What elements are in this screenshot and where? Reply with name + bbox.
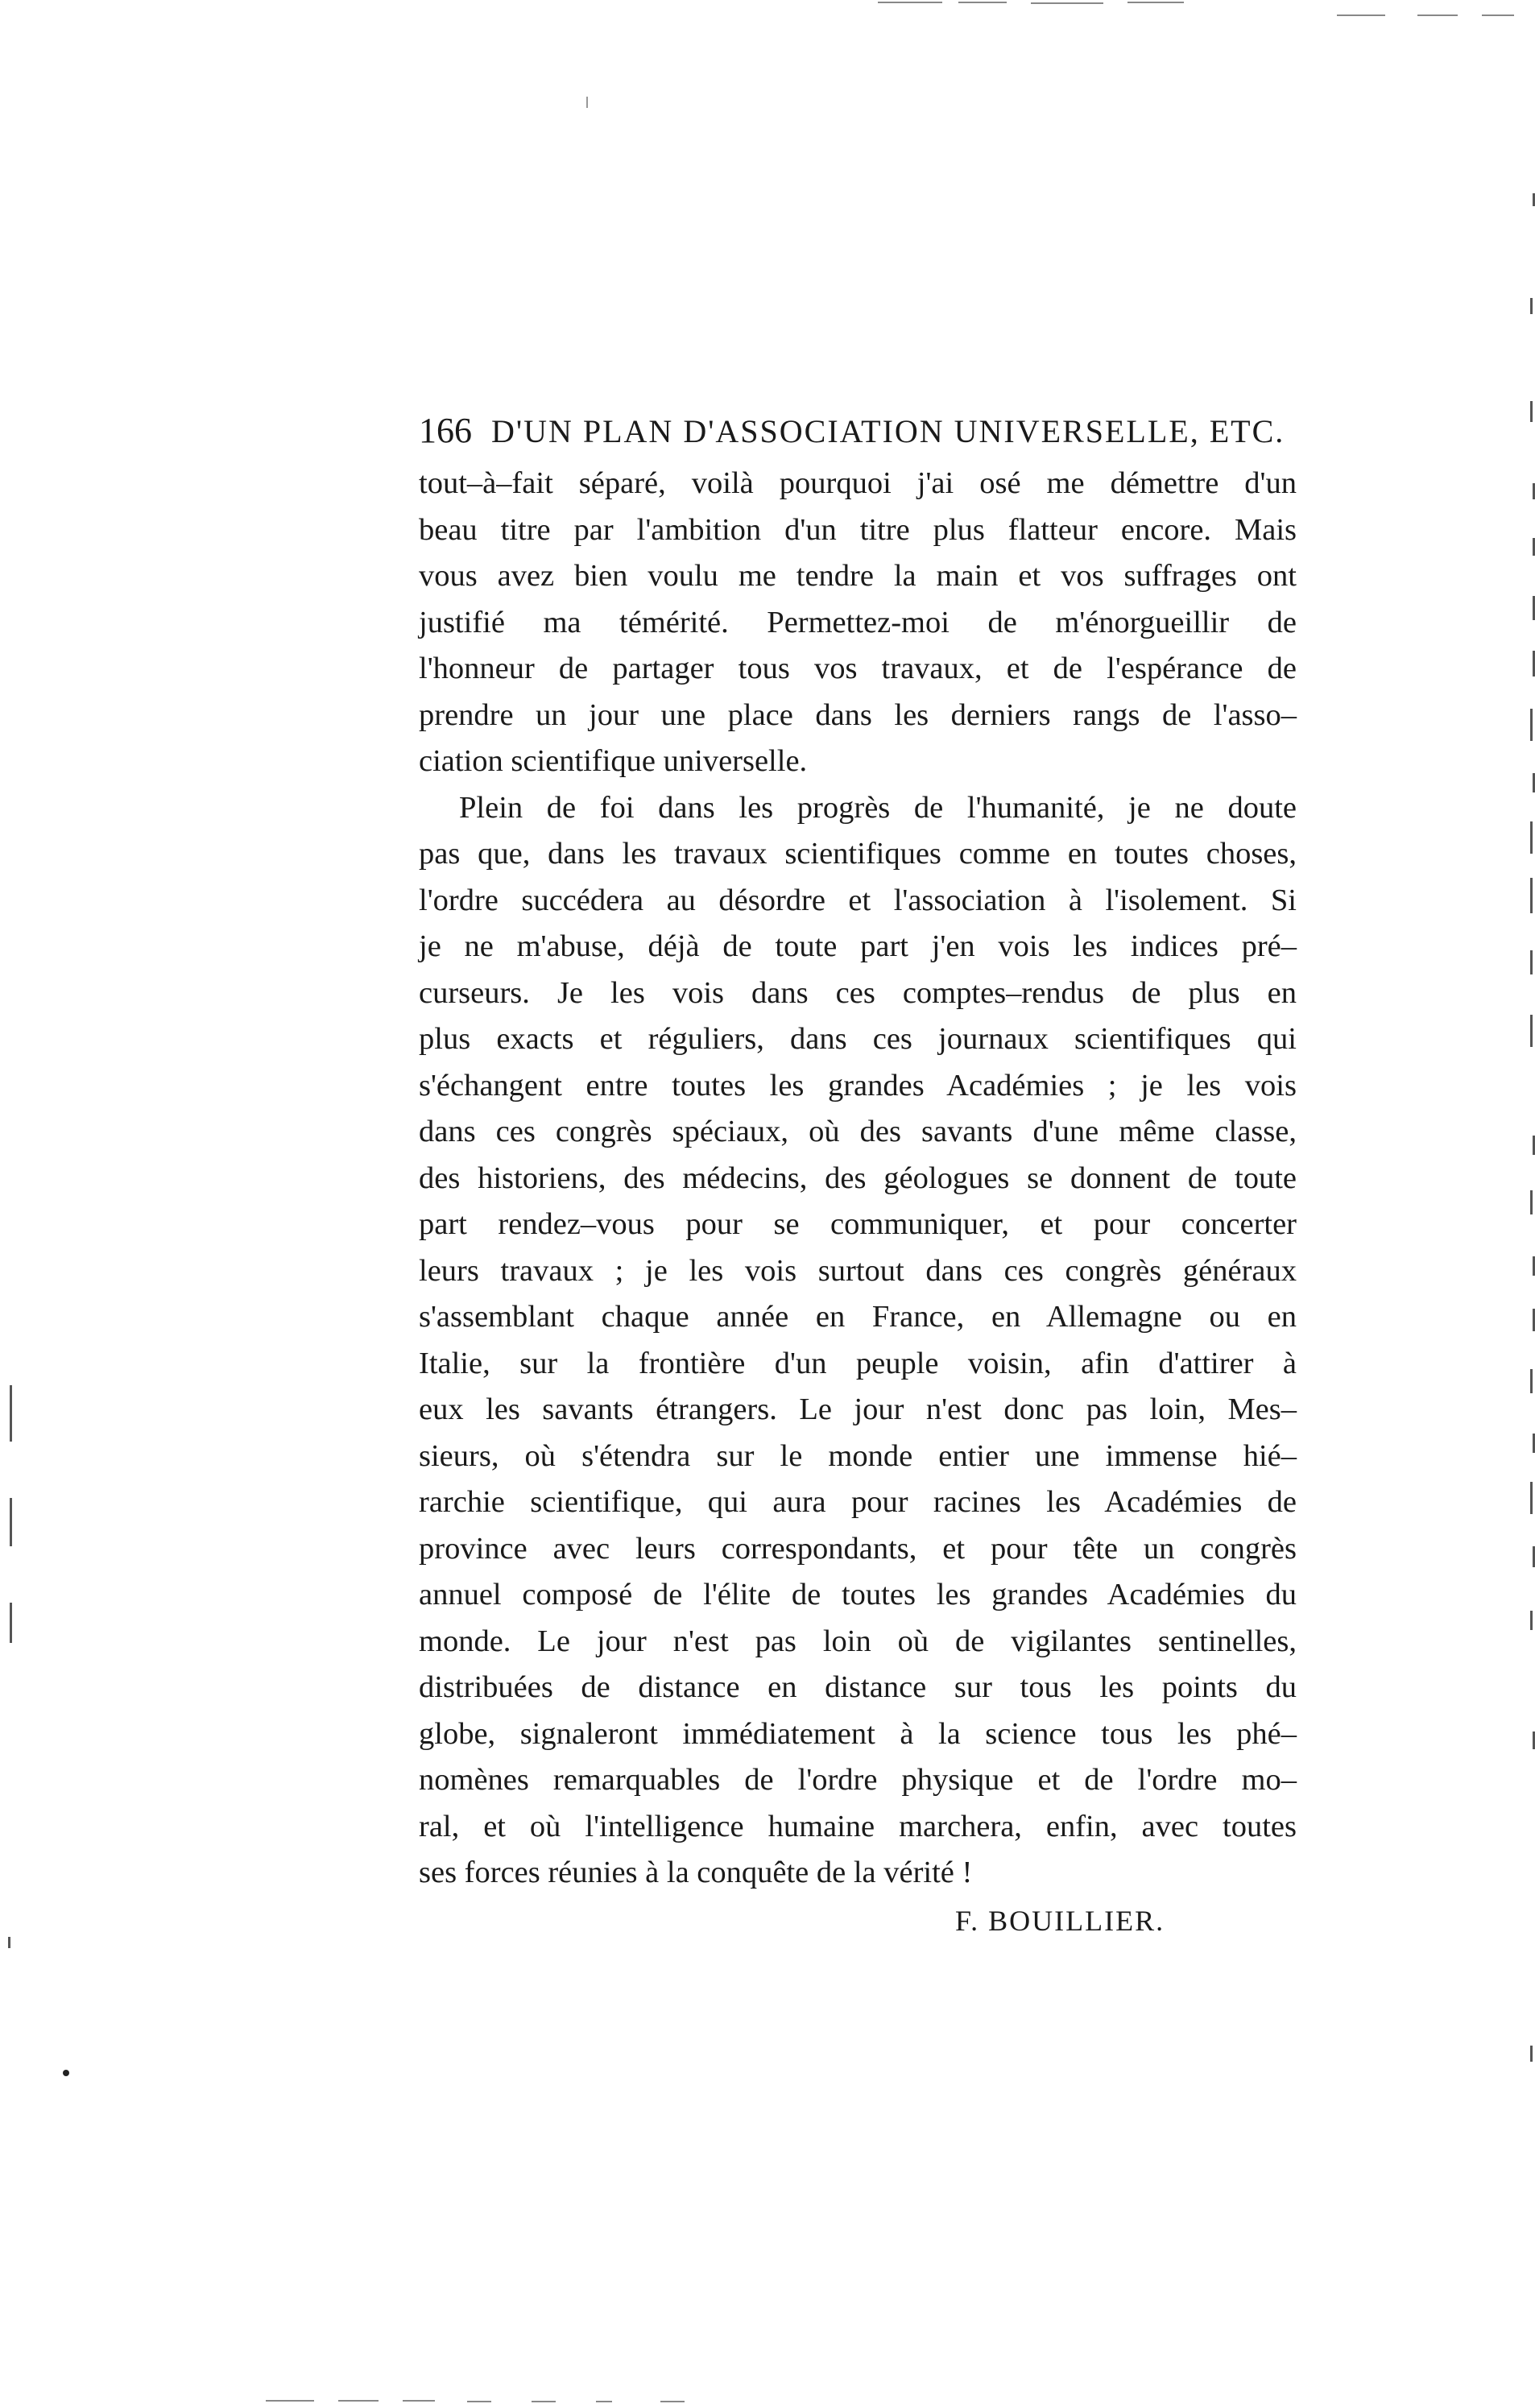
margin-tick xyxy=(1530,821,1533,854)
page-number: 166 xyxy=(419,411,472,450)
text-line: s'assemblant chaque année en France, en Allemagne ou en xyxy=(419,1300,1297,1334)
text-line: vous avez bien voulu me tendre la main et vos suffrages ont xyxy=(419,559,1297,593)
text-line: l'honneur de partager tous vos travaux, et de l'espérance de xyxy=(419,652,1297,685)
margin-tick xyxy=(10,1603,12,1643)
margin-tick xyxy=(1530,1369,1533,1393)
running-title: D'UN PLAN D'ASSOCIATION UNIVERSELLE, ETC. xyxy=(491,413,1285,449)
text-line: beau titre par l'ambition d'un titre plus flatteur encore. Mais xyxy=(419,512,1297,547)
margin-tick xyxy=(1530,1482,1533,1514)
edge-dash xyxy=(596,2401,612,2402)
margin-tick xyxy=(1530,1015,1533,1047)
margin-tick xyxy=(1530,1611,1533,1630)
text-line: sieurs, où s'étendra sur le monde entier une immense hié– xyxy=(419,1438,1297,1473)
edge-dash xyxy=(403,2400,435,2402)
text-line: curseurs. Je les vois dans ces comptes–rendus de plus en xyxy=(419,975,1297,1010)
margin-tick xyxy=(586,97,588,108)
margin-tick xyxy=(1530,1190,1533,1214)
text-line: eux les savants étrangers. Le jour n'est donc pas loin, Mes– xyxy=(419,1392,1297,1426)
text-line: plus exacts et réguliers, dans ces journaux scientifiques qui xyxy=(419,1022,1297,1056)
edge-dash xyxy=(1337,14,1385,16)
text-line: prendre un jour une place dans les derniers rangs de l'asso– xyxy=(419,697,1297,732)
text-line: annuel composé de l'élite de toutes les grandes Académies du xyxy=(419,1578,1297,1612)
text-line: nomènes remarquables de l'ordre physique et de l'ordre mo– xyxy=(419,1763,1297,1797)
margin-tick xyxy=(8,1937,10,1948)
margin-tick xyxy=(1530,709,1533,741)
text-line: l'ordre succédera au désordre et l'association à l'isolement. Si xyxy=(419,883,1297,917)
text-line: part rendez–vous pour se communiquer, et pour concerter xyxy=(419,1207,1297,1241)
ink-dot xyxy=(63,2070,69,2076)
text-line: dans ces congrès spéciaux, où des savants d'une même classe, xyxy=(419,1115,1297,1148)
edge-dash xyxy=(467,2401,491,2402)
paragraph-2 xyxy=(419,785,1297,1897)
edge-dash xyxy=(266,2400,314,2402)
text-line: monde. Le jour n'est pas loin où de vigilantes sentinelles, xyxy=(419,1624,1297,1658)
edge-dash xyxy=(1127,2,1184,3)
text-line: distribuées de distance en distance sur tous les points du xyxy=(419,1670,1297,1704)
text-line: je ne m'abuse, déjà de toute part j'en vois les indices pré– xyxy=(419,929,1297,963)
text-line: tout–à–fait séparé, voilà pourquoi j'ai osé me démettre d'un xyxy=(419,466,1297,500)
text-line: pas que, dans les travaux scientifiques comme en toutes choses, xyxy=(419,837,1297,871)
margin-tick xyxy=(1530,950,1533,974)
text-line: des historiens, des médecins, des géologues se donnent de toute xyxy=(419,1161,1297,1195)
text-line: province avec leurs correspondants, et pour tête un congrès xyxy=(419,1531,1297,1566)
text-line: ral, et où l'intelligence humaine marchera, enfin, avec toutes xyxy=(419,1809,1297,1843)
margin-tick xyxy=(10,1498,12,1546)
text-line: globe, signaleront immédiatement à la science tous les phé– xyxy=(419,1716,1297,1751)
edge-dash xyxy=(1031,2,1103,4)
edge-dash xyxy=(1482,14,1514,16)
text-line: leurs travaux ; je les vois surtout dans ces congrès généraux xyxy=(419,1253,1297,1288)
margin-tick xyxy=(10,1385,12,1442)
running-head xyxy=(419,407,1305,455)
text-line: ses forces réunies à la conquête de la vérité ! xyxy=(419,1856,973,1889)
edge-dash xyxy=(878,2,942,3)
text-line: Plein de foi dans les progrès de l'humanité, je ne doute xyxy=(459,790,1297,825)
text-line: ciation scientifique universelle. xyxy=(419,744,808,778)
edge-dash xyxy=(532,2401,556,2402)
edge-dash xyxy=(958,2,1007,3)
margin-tick xyxy=(1530,878,1533,913)
text-line: justifié ma témérité. Permettez-moi de m'énorgueillir de xyxy=(419,605,1297,639)
margin-tick xyxy=(1530,298,1533,314)
text-line: s'échangent entre toutes les grandes Académies ; je les vois xyxy=(419,1068,1297,1103)
margin-tick xyxy=(1530,2046,1533,2062)
edge-dash xyxy=(660,2401,685,2402)
text-line: Italie, sur la frontière d'un peuple voisin, afin d'attirer à xyxy=(419,1346,1297,1380)
body-text xyxy=(419,461,1297,1897)
edge-dash xyxy=(1417,14,1458,16)
margin-tick xyxy=(1530,401,1533,422)
paragraph-1 xyxy=(419,461,1297,785)
edge-dash xyxy=(338,2400,379,2402)
text-line: rarchie scientifique, qui aura pour racines les Académies de xyxy=(419,1485,1297,1519)
signature: F. BOUILLIER. xyxy=(955,1905,1165,1937)
